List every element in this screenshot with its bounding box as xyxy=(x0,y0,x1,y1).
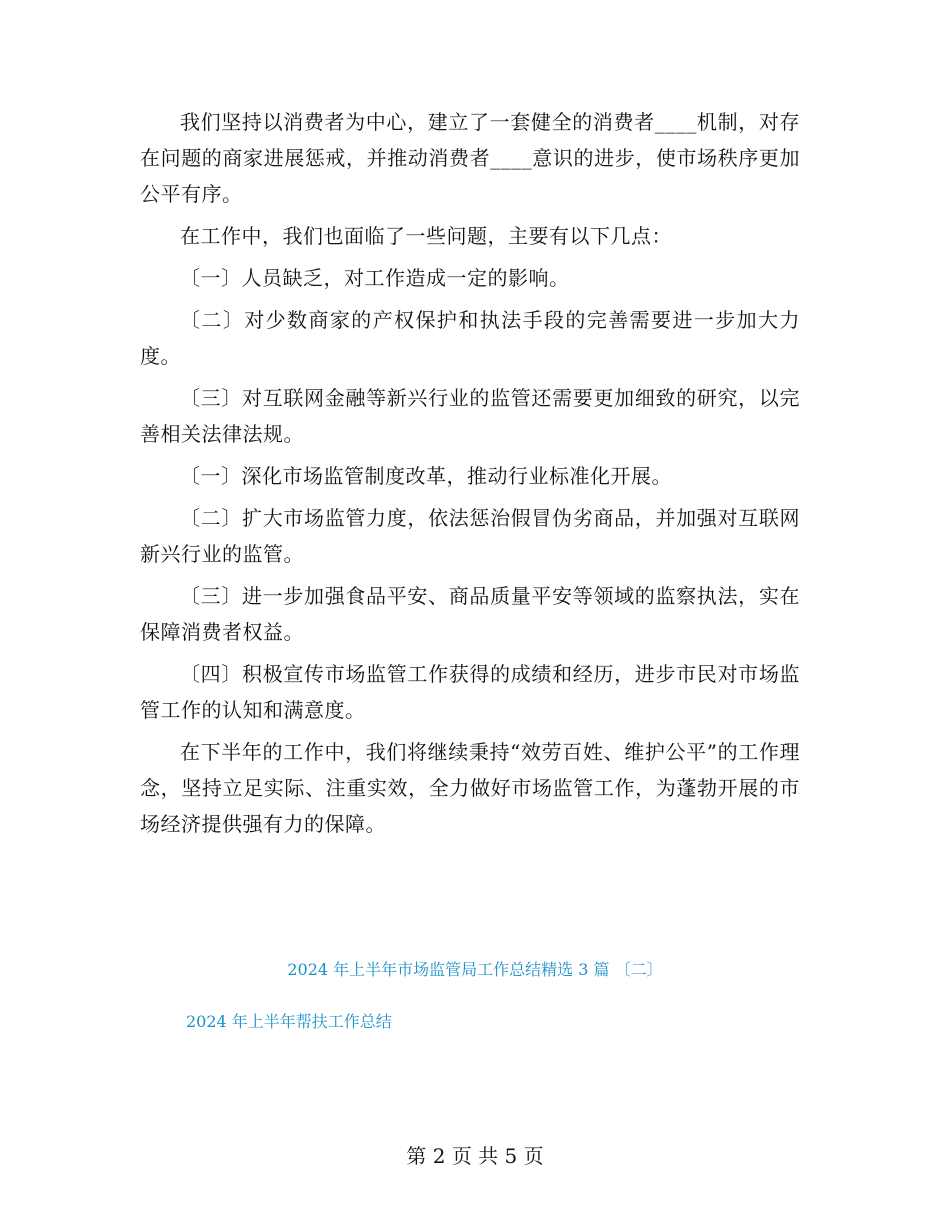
list-item: 〔一〕人员缺乏，对工作造成一定的影响。 xyxy=(180,266,570,290)
body-text xyxy=(140,104,800,848)
list-item: 〔三〕对互联网金融等新兴行业的监管还需要更加细致的研究，以完善相关法律法规。 xyxy=(140,386,800,446)
list-item: 〔二〕对少数商家的产权保护和执法手段的完善需要进一步加大力度。 xyxy=(140,308,800,368)
paragraph: 我们坚持以消费者为中心，建立了一套健全的消费者____机制，对存在问题的商家进展惩戒，并推动消费者____意识的进步，使市场秩序更加公平有序。 xyxy=(140,110,800,206)
list-item: 〔四〕积极宣传市场监管工作获得的成绩和经历，进步市民对市场监管工作的认知和满意度。 xyxy=(140,662,800,722)
list-item: 〔一〕深化市场监管制度改革，推动行业标准化开展。 xyxy=(180,464,672,488)
list-item: 〔三〕进一步加强食品平安、商品质量平安等领域的监察执法，实在保障消费者权益。 xyxy=(140,584,800,644)
paragraph: 在下半年的工作中，我们将继续秉持“效劳百姓、维护公平”的工作理念，坚持立足实际、注重实效，全力做好市场监管工作，为蓬勃开展的市场经济提供强有力的保障。 xyxy=(140,740,800,836)
page-number: 第 2 页 共 5 页 xyxy=(406,1144,544,1168)
list-item: 〔二〕扩大市场监管力度，依法惩治假冒伪劣商品，并加强对互联网新兴行业的监管。 xyxy=(140,506,800,566)
paragraph: 在工作中，我们也面临了一些问题，主要有以下几点： xyxy=(180,224,672,248)
related-article-link[interactable]: 2024 年上半年市场监管局工作总结精选 3 篇 〔二〕 xyxy=(287,960,663,979)
related-subtitle-link[interactable]: 2024 年上半年帮扶工作总结 xyxy=(186,1012,392,1031)
